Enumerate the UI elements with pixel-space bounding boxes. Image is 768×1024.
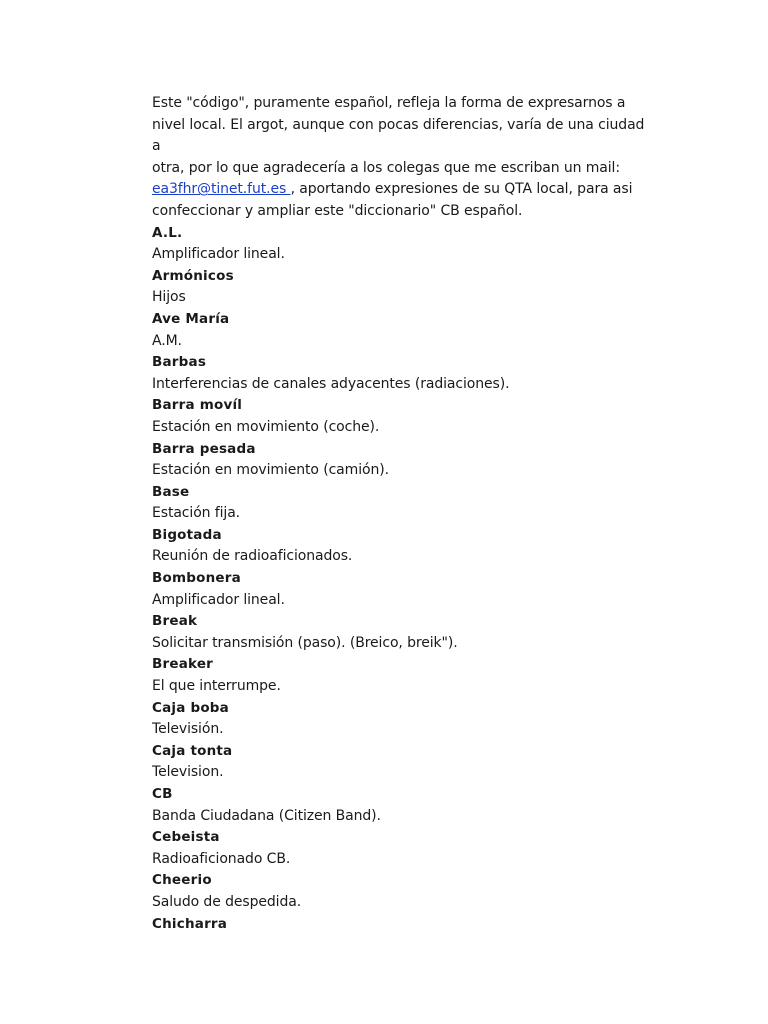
- intro-line-3: otra, por lo que agradecería a los colegas que me escriban un mail:: [152, 159, 620, 176]
- glossary-definition: Estación fija.: [152, 505, 241, 522]
- glossary-entry: [152, 870, 652, 913]
- glossary-entry: [152, 654, 652, 697]
- glossary-definition: El que interrumpe.: [152, 678, 281, 695]
- glossary-term: A.L.: [152, 224, 183, 241]
- glossary-term: Ave María: [152, 310, 230, 327]
- intro-line-4: , aportando expresiones de su QTA local, para asi: [290, 181, 633, 198]
- glossary-entry: [152, 784, 652, 827]
- glossary-definition: A.M.: [152, 332, 182, 349]
- glossary-term: Cebeista: [152, 829, 220, 846]
- glossary-definition: Solicitar transmisión (paso). (Breico, breik").: [152, 634, 458, 651]
- email-link[interactable]: ea3fhr@tinet.fut.es: [152, 181, 291, 198]
- glossary-entry: [152, 266, 652, 309]
- glossary-definition: Amplificador lineal.: [152, 246, 285, 263]
- glossary-term: Barra pesada: [152, 440, 256, 457]
- glossary-term: Barra movíl: [152, 397, 243, 414]
- glossary-term: Barbas: [152, 354, 207, 371]
- glossary-entry: [152, 568, 652, 611]
- glossary-term: Base: [152, 483, 190, 500]
- glossary-definition: Estación en movimiento (coche).: [152, 418, 380, 435]
- glossary-term: Bombonera: [152, 570, 241, 587]
- glossary-term: Caja tonta: [152, 742, 233, 759]
- glossary-definition: Reunión de radioaficionados.: [152, 548, 353, 565]
- glossary-definition: Televisión.: [152, 721, 224, 738]
- glossary-entry: [152, 827, 652, 870]
- glossary-term: Cheerio: [152, 872, 212, 889]
- glossary-term: Breaker: [152, 656, 214, 673]
- glossary-term: Chicharra: [152, 915, 228, 932]
- glossary-definition: Estación en movimiento (camión).: [152, 462, 389, 479]
- glossary-entry: [152, 698, 652, 741]
- glossary-definition: Television.: [152, 764, 224, 781]
- glossary-entry: [152, 914, 652, 936]
- glossary-term: Caja boba: [152, 699, 229, 716]
- glossary-entry: [152, 611, 652, 654]
- glossary-entry: [152, 352, 652, 395]
- glossary-definition: Saludo de despedida.: [152, 893, 302, 910]
- glossary-entry: [152, 309, 652, 352]
- document-page: [152, 93, 652, 935]
- glossary-term: Armónicos: [152, 267, 234, 284]
- glossary-definition: Amplificador lineal.: [152, 591, 285, 608]
- glossary-entry: [152, 525, 652, 568]
- glossary-definition: Radioaficionado CB.: [152, 850, 291, 867]
- glossary-entry: [152, 395, 652, 438]
- glossary-term: Bigotada: [152, 526, 222, 543]
- intro-line-1: Este "código", puramente español, refleja la forma de expresarnos a: [152, 95, 626, 111]
- glossary-entry: [152, 741, 652, 784]
- glossary-definition: Hijos: [152, 289, 186, 306]
- glossary-entry: [152, 482, 652, 525]
- glossary-definition: Banda Ciudadana (Citizen Band).: [152, 807, 381, 824]
- glossary-entry: [152, 439, 652, 482]
- intro-paragraph: [152, 93, 652, 223]
- glossary-term: Break: [152, 613, 198, 630]
- glossary-definition: Interferencias de canales adyacentes (radiaciones).: [152, 375, 510, 392]
- intro-line-2: nivel local. El argot, aunque con pocas diferencias, varía de una ciudad a: [152, 116, 645, 155]
- glossary-list: [152, 223, 652, 936]
- glossary-entry: [152, 223, 652, 266]
- glossary-term: CB: [152, 786, 173, 802]
- intro-line-5: confeccionar y ampliar este "diccionario" CB español.: [152, 202, 523, 219]
